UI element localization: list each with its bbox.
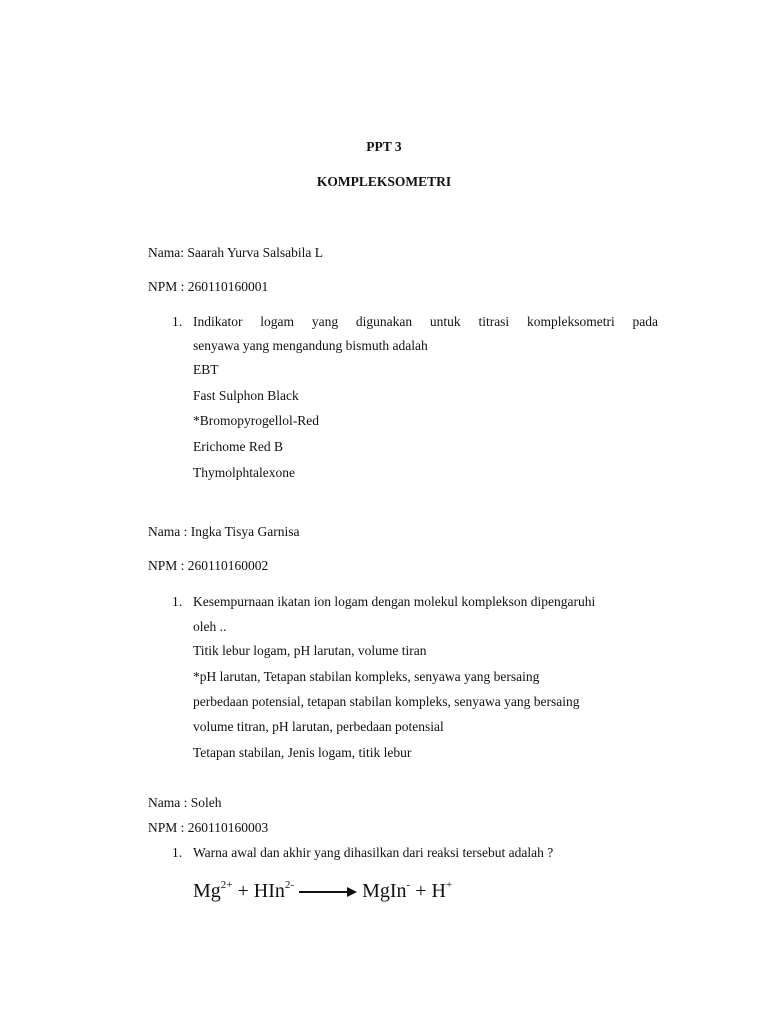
- question-text-1-line1: Indikator logam yang digunakan untuk titrasi kompleksometri pada: [193, 314, 658, 329]
- question-number-1: 1.: [172, 314, 183, 329]
- product-mgin-charge: -: [406, 879, 411, 891]
- option-1-d: Erichome Red B: [193, 439, 283, 454]
- question-text-1-line2: senyawa yang mengandung bismuth adalah: [193, 338, 428, 353]
- option-2-c: perbedaan potensial, tetapan stabilan kompleks, senyawa yang bersaing: [193, 694, 580, 709]
- plus-sign-2: +: [410, 880, 432, 902]
- reactant-hin: HIn: [253, 880, 285, 902]
- product-h: H: [431, 880, 446, 902]
- reaction-arrow-icon: [299, 886, 357, 898]
- question-text-2-line2: oleh ..: [193, 619, 227, 634]
- question-text-2-line1: Kesempurnaan ikatan ion logam dengan molekul komplekson dipengaruhi: [193, 594, 596, 609]
- option-2-e: Tetapan stabilan, Jenis logam, titik lebur: [193, 745, 412, 760]
- option-1-c: *Bromopyrogellol-Red: [193, 413, 319, 428]
- option-2-b: *pH larutan, Tetapan stabilan kompleks, senyawa yang bersaing: [193, 669, 540, 684]
- option-1-a: EBT: [193, 362, 219, 377]
- plus-sign-1: +: [232, 880, 254, 902]
- reaction-equation: [193, 880, 452, 903]
- product-mgin: MgIn: [362, 880, 407, 902]
- page-subtitle: KOMPLEKSOMETRI: [316, 174, 452, 189]
- student-npm-3: NPM : 260110160003: [148, 820, 269, 835]
- option-2-a: Titik lebur logam, pH larutan, volume tiran: [193, 643, 427, 658]
- reactant-hin-charge: 2-: [284, 879, 295, 891]
- student-npm-1: NPM : 260110160001: [148, 279, 269, 294]
- reactant-mg-charge: 2+: [220, 879, 233, 891]
- student-name-2: Nama : Ingka Tisya Garnisa: [148, 524, 300, 539]
- question-number-2: 1.: [172, 594, 183, 609]
- question-text-3-line1: Warna awal dan akhir yang dihasilkan dari reaksi tersebut adalah ?: [193, 845, 554, 860]
- page-title: PPT 3: [366, 139, 402, 154]
- student-name-1: Nama: Saarah Yurva Salsabila L: [148, 245, 323, 260]
- product-h-charge: +: [445, 879, 453, 891]
- option-2-d: volume titran, pH larutan, perbedaan potensial: [193, 719, 444, 734]
- student-npm-2: NPM : 260110160002: [148, 558, 269, 573]
- question-number-3: 1.: [172, 845, 183, 860]
- student-name-3: Nama : Soleh: [148, 795, 222, 810]
- option-1-b: Fast Sulphon Black: [193, 388, 299, 403]
- option-1-e: Thymolphtalexone: [193, 465, 295, 480]
- reactant-mg: Mg: [193, 880, 221, 902]
